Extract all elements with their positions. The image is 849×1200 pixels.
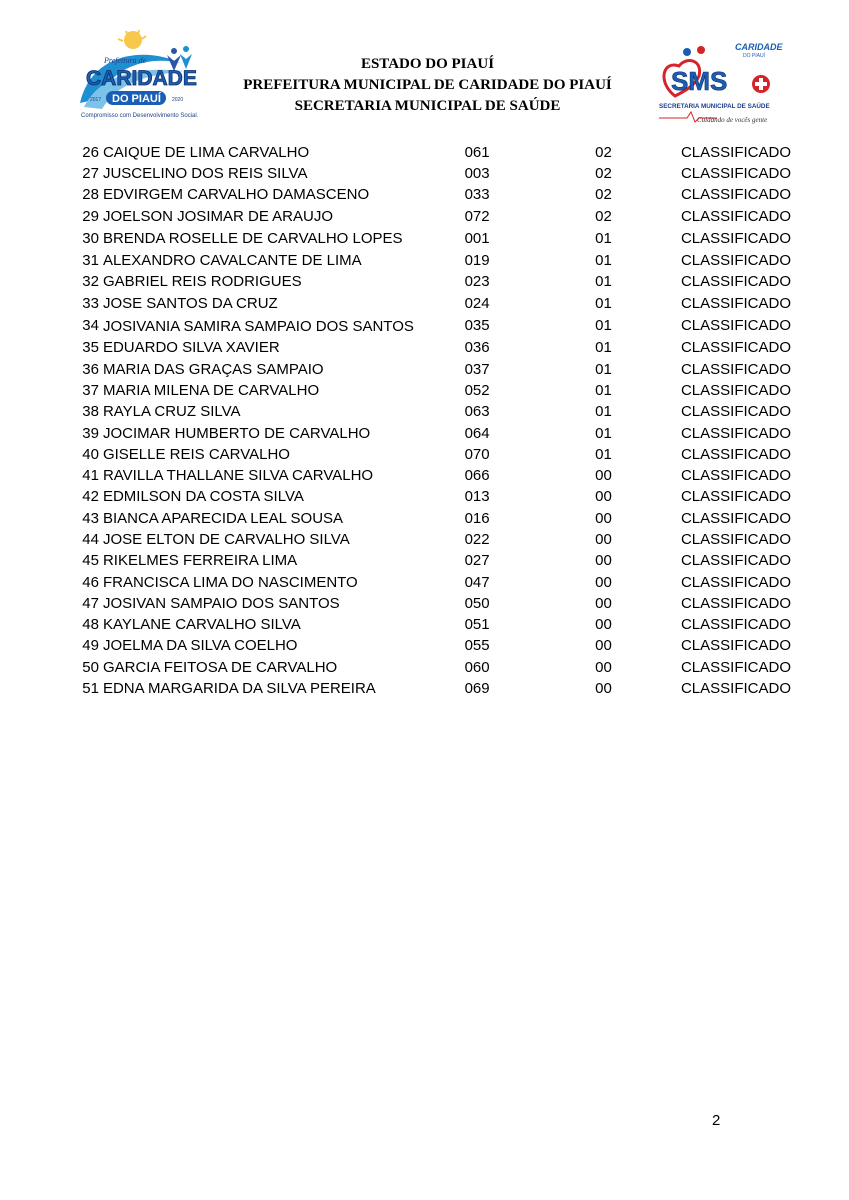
svg-text:Prefeitura de: Prefeitura de	[104, 56, 147, 65]
table-row	[71, 359, 791, 380]
candidate-name-cell: JOSE SANTOS DA CRUZ	[102, 294, 278, 312]
registration-cell: 003	[464, 164, 490, 182]
candidate-name-cell: JOSIVAN SAMPAIO DOS SANTOS	[102, 594, 340, 612]
score-cell: 01	[595, 273, 612, 291]
score-cell: 00	[595, 488, 612, 506]
candidate-name-cell: RAVILLA THALLANE SILVA CARVALHO	[102, 467, 374, 485]
status-cell: CLASSIFICADO	[680, 445, 791, 463]
table-row	[71, 593, 791, 614]
position-cell: 42	[82, 488, 99, 506]
status-cell: CLASSIFICADO	[680, 360, 791, 378]
candidate-name-cell: CAIQUE DE LIMA CARVALHO	[102, 143, 310, 161]
candidate-name-cell: JOSE ELTON DE CARVALHO SILVA	[102, 530, 350, 548]
table-row	[71, 380, 791, 401]
status-cell: CLASSIFICADO	[680, 317, 791, 335]
candidate-name-cell: JOELMA DA SILVA COELHO	[102, 637, 298, 655]
score-cell: 01	[595, 403, 612, 421]
table-row	[71, 508, 791, 529]
registration-cell: 001	[464, 229, 490, 247]
status-cell: CLASSIFICADO	[680, 252, 791, 270]
status-cell: CLASSIFICADO	[680, 467, 791, 485]
position-cell: 33	[82, 294, 99, 312]
status-cell: CLASSIFICADO	[680, 488, 791, 506]
score-cell: 00	[595, 616, 612, 634]
registration-cell: 064	[464, 424, 490, 442]
candidate-name-cell: JOSIVANIA SAMIRA SAMPAIO DOS SANTOS	[102, 317, 414, 335]
score-cell: 01	[595, 229, 612, 247]
table-row	[71, 657, 791, 678]
registration-cell: 013	[464, 488, 490, 506]
table-row	[71, 678, 791, 699]
svg-text:DO PIAUÍ: DO PIAUÍ	[112, 93, 161, 105]
score-cell: 01	[595, 360, 612, 378]
registration-cell: 036	[464, 339, 490, 357]
position-cell: 31	[82, 252, 99, 270]
table-row	[71, 185, 791, 206]
candidate-name-cell: RAYLA CRUZ SILVA	[102, 403, 241, 421]
position-cell: 40	[82, 445, 99, 463]
position-cell: 49	[82, 637, 99, 655]
score-cell: 00	[595, 552, 612, 570]
table-row	[71, 636, 791, 657]
candidate-name-cell: BIANCA APARECIDA LEAL SOUSA	[102, 509, 344, 527]
position-cell: 45	[82, 552, 99, 570]
score-cell: 01	[595, 252, 612, 270]
candidate-name-cell: GABRIEL REIS RODRIGUES	[102, 273, 302, 291]
svg-text:2020: 2020	[172, 97, 184, 103]
position-cell: 27	[82, 164, 99, 182]
registration-cell: 023	[464, 273, 490, 291]
classification-table	[71, 142, 791, 700]
position-cell: 50	[82, 658, 99, 676]
sms-saude-logo	[657, 38, 783, 126]
status-cell: CLASSIFICADO	[680, 616, 791, 634]
score-cell: 00	[595, 594, 612, 612]
score-cell: 00	[595, 467, 612, 485]
position-cell: 44	[82, 530, 99, 548]
score-cell: 00	[595, 530, 612, 548]
registration-cell: 019	[464, 252, 490, 270]
registration-cell: 035	[464, 317, 490, 335]
table-body	[71, 142, 791, 700]
candidate-name-cell: MARIA DAS GRAÇAS SAMPAIO	[102, 360, 324, 378]
candidate-name-cell: EDNA MARGARIDA DA SILVA PEREIRA	[102, 680, 376, 698]
candidate-name-cell: RIKELMES FERREIRA LIMA	[102, 552, 298, 570]
status-cell: CLASSIFICADO	[680, 658, 791, 676]
prefeitura-caridade-logo	[76, 27, 198, 123]
status-cell: CLASSIFICADO	[680, 509, 791, 527]
candidate-name-cell: EDUARDO SILVA XAVIER	[102, 339, 280, 357]
registration-cell: 050	[464, 594, 490, 612]
page-number: 2	[712, 1112, 721, 1129]
score-cell: 00	[595, 509, 612, 527]
position-cell: 41	[82, 467, 99, 485]
table-row	[71, 487, 791, 508]
registration-cell: 024	[464, 294, 490, 312]
candidate-name-cell: MARIA MILENA DE CARVALHO	[102, 381, 320, 399]
registration-cell: 066	[464, 467, 490, 485]
status-cell: CLASSIFICADO	[680, 530, 791, 548]
position-cell: 28	[82, 186, 99, 204]
registration-cell: 022	[464, 530, 490, 548]
position-cell: 38	[82, 403, 99, 421]
candidate-name-cell: BRENDA ROSELLE DE CARVALHO LOPES	[102, 230, 403, 248]
registration-cell: 060	[464, 658, 490, 676]
table-row	[71, 338, 791, 359]
position-cell: 43	[82, 509, 99, 527]
position-cell: 47	[82, 594, 99, 612]
table-row	[71, 572, 791, 593]
position-cell: 39	[82, 424, 99, 442]
table-row	[71, 227, 791, 250]
score-cell: 00	[595, 658, 612, 676]
table-row	[71, 529, 791, 550]
prefecture-title: PREFEITURA MUNICIPAL DE CARIDADE DO PIAUÍ	[243, 77, 612, 93]
score-cell: 00	[595, 573, 612, 591]
status-cell: CLASSIFICADO	[680, 573, 791, 591]
table-row	[71, 206, 791, 227]
candidate-name-cell: KAYLANE CARVALHO SILVA	[102, 616, 301, 634]
registration-cell: 063	[464, 403, 490, 421]
table-row	[71, 402, 791, 423]
registration-cell: 070	[464, 445, 490, 463]
status-cell: CLASSIFICADO	[680, 273, 791, 291]
position-cell: 29	[82, 207, 99, 225]
status-cell: CLASSIFICADO	[680, 381, 791, 399]
status-cell: CLASSIFICADO	[680, 229, 791, 247]
table-row	[71, 250, 791, 271]
secretariat-title: SECRETARIA MUNICIPAL DE SAÚDE	[294, 98, 561, 114]
position-cell: 37	[82, 381, 99, 399]
table-row	[71, 423, 791, 444]
position-cell: 48	[82, 616, 99, 634]
status-cell: CLASSIFICADO	[680, 294, 791, 312]
position-cell: 26	[82, 143, 99, 161]
score-cell: 02	[595, 164, 612, 182]
svg-text:Compromisso com Desenvolviment: Compromisso com Desenvolvimento Social.	[81, 113, 199, 119]
registration-cell: 072	[464, 207, 490, 225]
position-cell: 35	[82, 339, 99, 357]
registration-cell: 069	[464, 680, 490, 698]
table-row	[71, 293, 791, 314]
registration-cell: 037	[464, 360, 490, 378]
status-cell: CLASSIFICADO	[680, 637, 791, 655]
table-row	[71, 465, 791, 486]
score-cell: 01	[595, 317, 612, 335]
score-cell: 01	[595, 339, 612, 357]
table-row	[71, 551, 791, 572]
candidate-name-cell: EDVIRGEM CARVALHO DAMASCENO	[102, 186, 370, 204]
position-cell: 34	[82, 317, 99, 335]
candidate-name-cell: JOCIMAR HUMBERTO DE CARVALHO	[102, 424, 371, 442]
candidate-name-cell: FRANCISCA LIMA DO NASCIMENTO	[102, 573, 358, 591]
table-row	[71, 272, 791, 293]
status-cell: CLASSIFICADO	[680, 552, 791, 570]
registration-cell: 016	[464, 509, 490, 527]
status-cell: CLASSIFICADO	[680, 424, 791, 442]
registration-cell: 051	[464, 616, 490, 634]
position-cell: 32	[82, 273, 99, 291]
table-row	[71, 163, 791, 184]
candidate-name-cell: JOELSON JOSIMAR DE ARAUJO	[102, 207, 333, 225]
state-title: ESTADO DO PIAUÍ	[360, 56, 495, 72]
status-cell: CLASSIFICADO	[680, 164, 791, 182]
svg-text:CARIDADE: CARIDADE	[86, 67, 197, 90]
score-cell: 00	[595, 680, 612, 698]
position-cell: 46	[82, 573, 99, 591]
status-cell: CLASSIFICADO	[680, 207, 791, 225]
score-cell: 02	[595, 207, 612, 225]
registration-cell: 027	[464, 552, 490, 570]
score-cell: 01	[595, 445, 612, 463]
score-cell: 01	[595, 294, 612, 312]
table-row	[71, 142, 791, 163]
status-cell: CLASSIFICADO	[680, 594, 791, 612]
score-cell: 01	[595, 424, 612, 442]
registration-cell: 055	[464, 637, 490, 655]
header-titles	[200, 54, 655, 117]
table-row	[71, 615, 791, 636]
svg-text:CARIDADE: CARIDADE	[735, 42, 783, 52]
registration-cell: 061	[464, 143, 490, 161]
registration-cell: 047	[464, 573, 490, 591]
score-cell: 01	[595, 381, 612, 399]
candidate-name-cell: ALEXANDRO CAVALCANTE DE LIMA	[102, 252, 362, 270]
status-cell: CLASSIFICADO	[680, 186, 791, 204]
candidate-name-cell: GISELLE REIS CARVALHO	[102, 445, 290, 463]
position-cell: 36	[82, 360, 99, 378]
status-cell: CLASSIFICADO	[680, 403, 791, 421]
position-cell: 30	[82, 229, 99, 247]
position-cell: 51	[82, 680, 99, 698]
candidate-name-cell: GARCIA FEITOSA DE CARVALHO	[102, 658, 338, 676]
table-row	[71, 444, 791, 465]
svg-text:DO PIAUÍ: DO PIAUÍ	[743, 53, 765, 59]
registration-cell: 033	[464, 186, 490, 204]
status-cell: CLASSIFICADO	[680, 339, 791, 357]
candidate-name-cell: EDMILSON DA COSTA SILVA	[102, 488, 304, 506]
status-cell: CLASSIFICADO	[680, 680, 791, 698]
status-cell: CLASSIFICADO	[680, 143, 791, 161]
registration-cell: 052	[464, 381, 490, 399]
svg-text:SECRETARIA MUNICIPAL DE SAÚDE: SECRETARIA MUNICIPAL DE SAÚDE	[659, 103, 770, 110]
svg-text:2017: 2017	[90, 97, 102, 103]
svg-text:Cuidando de vocês gente: Cuidando de vocês gente	[697, 116, 768, 124]
table-row	[71, 314, 791, 337]
candidate-name-cell: JUSCELINO DOS REIS SILVA	[102, 164, 308, 182]
score-cell: 02	[595, 143, 612, 161]
document-header	[0, 0, 849, 140]
svg-text:SMS: SMS	[671, 66, 728, 96]
score-cell: 02	[595, 186, 612, 204]
score-cell: 00	[595, 637, 612, 655]
